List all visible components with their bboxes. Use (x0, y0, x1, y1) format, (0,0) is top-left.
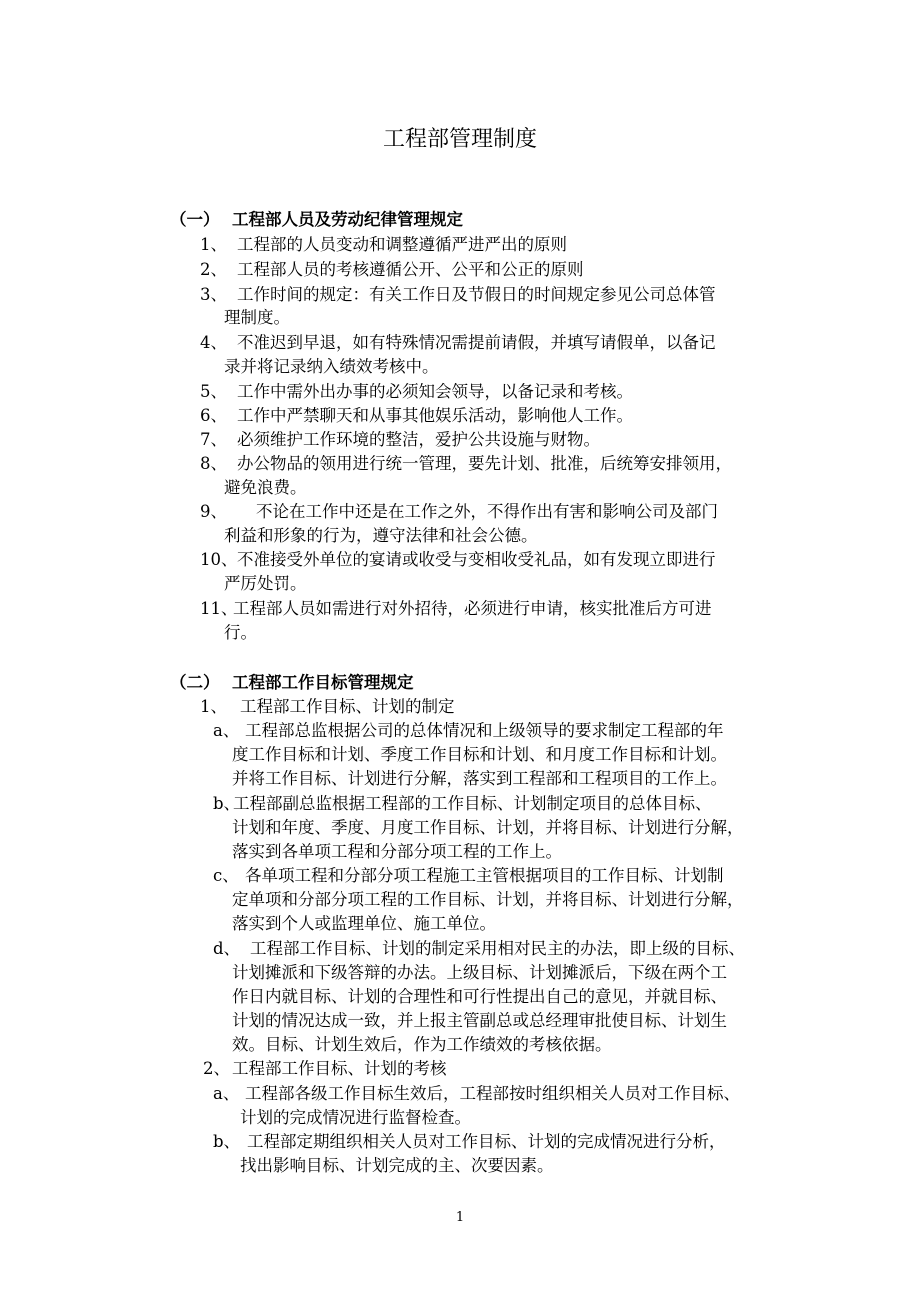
list-item-text: 工程部人员的考核遵循公开、公平和公正的原则 (237, 260, 584, 279)
list-item-text: 工程部人员如需进行对外招待，必须进行申请，核实批准后方可进 (233, 599, 712, 618)
list-item-number: 6、 (200, 406, 227, 425)
section-2-heading: 工程部工作目标管理规定 (232, 673, 414, 692)
list-item-text: 不准接受外单位的宴请或收受与变相收受礼品，如有发现立即进行 (237, 550, 716, 569)
document-title: 工程部管理制度 (382, 127, 537, 152)
list-item-continuation: 行。 (224, 623, 257, 642)
sublist-item-letter: c、 (213, 866, 239, 885)
sublist-item-text: 工程部工作目标、计划的制定采用相对民主的办法，即上级的目标、 (250, 939, 745, 958)
list-item-number: 4、 (200, 333, 227, 352)
sublist-item-text: 定单项和分部分项工程的工作目标、计划，并将目标、计划进行分解， (232, 890, 744, 909)
section-1-number: （一） (170, 210, 220, 229)
list-item-text: 不论在工作中还是在工作之外，不得作出有害和影响公司及部门 (256, 502, 718, 521)
list-item-text: 办公物品的领用进行统一管理，要先计划、批准，后统筹安排领用， (237, 454, 732, 473)
sublist-item-text: 工程部副总监根据工程部的工作目标、计划制定项目的总体目标、 (233, 794, 712, 813)
sublist-item-text: 落实到个人或监理单位、施工单位。 (232, 914, 496, 933)
list-item-text: 必须维护工作环境的整洁，爱护公共设施与财物。 (237, 430, 600, 449)
section-1-heading: 工程部人员及劳动纪律管理规定 (232, 210, 463, 229)
sublist-item-text: 各单项工程和分部分项工程施工主管根据项目的工作目标、计划制 (245, 866, 724, 885)
subsection-2-title: 工程部工作目标、计划的考核 (232, 1059, 447, 1078)
subsection-2-number: 2、 (203, 1059, 230, 1078)
list-item-continuation: 严厉处罚。 (224, 574, 307, 593)
subsection-1-number: 1、 (200, 697, 227, 716)
list-item-number: 9、 (200, 502, 227, 521)
subsection-1-title: 工程部工作目标、计划的制定 (240, 697, 455, 716)
sublist-item-text: 工程部定期组织相关人员对工作目标、计划的完成情况进行分析， (247, 1132, 726, 1151)
sublist-item-text: 并将工作目标、计划进行分解，落实到工程部和工程项目的工作上。 (232, 769, 727, 788)
sublist-item-letter: a、 (213, 721, 240, 740)
list-item-text: 工作时间的规定：有关工作日及节假日的时间规定参见公司总体管 (237, 285, 716, 304)
list-item-text: 工作中需外出办事的必须知会领导，以备记录和考核。 (237, 382, 633, 401)
sublist-item-text: 计划摊派和下级答辩的办法。上级目标、计划摊派后，下级在两个工 (232, 963, 727, 982)
list-item-text: 不准迟到早退，如有特殊情况需提前请假，并填写请假单，以备记 (237, 333, 716, 352)
sublist-item-text: 工程部总监根据公司的总体情况和上级领导的要求制定工程部的年 (245, 721, 724, 740)
sublist-item-text: 效。目标、计划生效后，作为工作绩效的考核依据。 (232, 1035, 612, 1054)
sublist-item-text: 度工作目标和计划、季度工作目标和计划、和月度工作目标和计划。 (232, 745, 727, 764)
list-item-text: 工作中严禁聊天和从事其他娱乐活动，影响他人工作。 (237, 406, 633, 425)
list-item-number: 1、 (200, 235, 227, 254)
page-number: 1 (455, 1210, 465, 1225)
sublist-item-text: 落实到各单项工程和分部分项工程的工作上。 (232, 842, 562, 861)
sublist-item-text: 计划的完成情况进行监督检查。 (240, 1108, 471, 1127)
sublist-item-letter: b、 (213, 794, 241, 813)
list-item-number: 3、 (200, 285, 227, 304)
sublist-item-letter: a、 (213, 1084, 240, 1103)
list-item-continuation: 理制度。 (224, 308, 290, 327)
sublist-item-letter: d、 (213, 939, 241, 958)
section-2-number: （二） (170, 673, 220, 692)
list-item-number: 2、 (200, 260, 227, 279)
list-item-continuation: 录并将记录纳入绩效考核中。 (224, 357, 439, 376)
list-item-number: 11、 (200, 599, 238, 618)
sublist-item-text: 计划的情况达成一致，并上报主管副总或总经理审批使目标、计划生 (232, 1011, 727, 1030)
list-item-number: 8、 (200, 454, 227, 473)
list-item-number: 10、 (200, 550, 238, 569)
sublist-item-letter: b、 (213, 1132, 241, 1151)
sublist-item-text: 找出影响目标、计划完成的主、次要因素。 (240, 1156, 554, 1175)
list-item-number: 7、 (200, 430, 227, 449)
sublist-item-text: 作日内就目标、计划的合理性和可行性提出自己的意见，并就目标、 (232, 987, 727, 1006)
list-item-text: 工程部的人员变动和调整遵循严进严出的原则 (237, 235, 567, 254)
sublist-item-text: 计划和年度、季度、月度工作目标、计划，并将目标、计划进行分解， (232, 818, 744, 837)
list-item-number: 5、 (200, 382, 227, 401)
list-item-continuation: 利益和形象的行为，遵守法律和社会公德。 (224, 526, 538, 545)
sublist-item-text: 工程部各级工作目标生效后，工程部按时组织相关人员对工作目标、 (245, 1084, 740, 1103)
list-item-continuation: 避免浪费。 (224, 478, 307, 497)
